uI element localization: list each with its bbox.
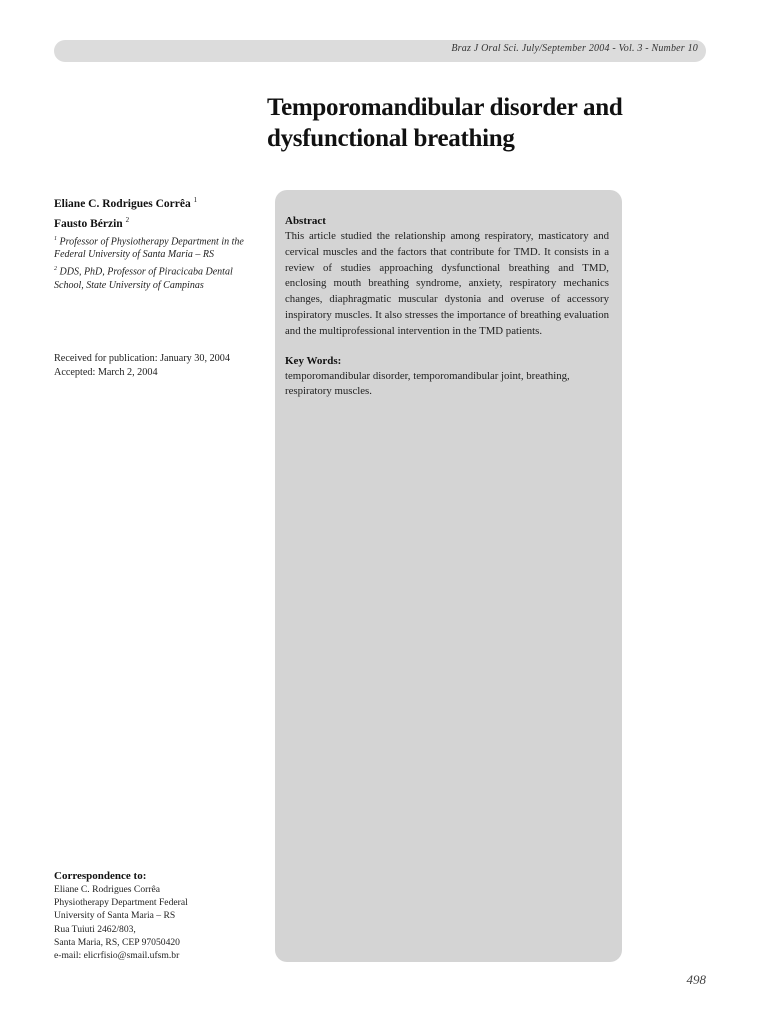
correspondence-line: University of Santa Maria – RS xyxy=(54,910,176,922)
correspondence-email: e-mail: elicrfisio@smail.ufsm.br xyxy=(54,950,180,962)
publication-dates xyxy=(54,352,264,379)
keywords-heading: Key Words: xyxy=(285,354,342,367)
article-title xyxy=(267,92,707,154)
title-line-2: dysfunctional breathing xyxy=(267,125,515,152)
author-2-name: Fausto Bérzin xyxy=(54,217,123,230)
correspondence-line: Santa Maria, RS, CEP 97050420 xyxy=(54,936,180,948)
author-2-sup: 2 xyxy=(125,215,130,224)
affiliation-1-sup: 1 xyxy=(54,235,57,242)
page-number: 498 xyxy=(686,972,706,987)
abstract-text: This article studied the relationship among respiratory, masticatory and cervical muscles and the factors that contribute for TMD. It consists in a review of studies approaching dysfunctional breathing and TMD, enclosing mouth breathing syndrome, anxiety, respiratory mechanics changes, diaphragmatic muscular dystonia and overuse of accessory inspiratory muscles. It also stresses the importance of breathing evaluation and the multiprofessional intervention in the TMD patients. xyxy=(285,230,609,337)
correspondence-block xyxy=(54,869,269,962)
abstract-panel xyxy=(275,190,622,962)
correspondence-line: Rua Tuiuti 2462/803, xyxy=(54,923,136,935)
author-1-name: Eliane C. Rodrigues Corrêa xyxy=(54,197,191,210)
correspondence-line: Eliane C. Rodrigues Corrêa xyxy=(54,884,161,895)
correspondence-heading: Correspondence to: xyxy=(54,870,147,882)
author-1 xyxy=(54,192,264,212)
author-block xyxy=(54,192,264,292)
author-1-sup: 1 xyxy=(193,196,198,204)
affiliation-1-text: Professor of Physiotherapy Department in the Federal University of Santa Maria – RS xyxy=(54,235,244,261)
author-2 xyxy=(54,212,264,232)
abstract-content xyxy=(285,214,609,400)
accepted-date: Accepted: March 2, 2004 xyxy=(54,366,158,378)
journal-header-bar xyxy=(54,40,706,62)
correspondence-line: Physiotherapy Department Federal xyxy=(54,897,188,909)
keywords-text: temporomandibular disorder, temporomandibular joint, breathing, respiratory muscles. xyxy=(285,369,570,398)
title-line-1: Temporomandibular disorder and xyxy=(267,94,623,121)
affiliation-1 xyxy=(54,233,264,262)
abstract-heading: Abstract xyxy=(285,215,326,227)
received-date: Received for publication: January 30, 2004 xyxy=(54,353,230,364)
affiliation-2-sup: 2 xyxy=(54,265,57,272)
journal-citation: Braz J Oral Sci. July/September 2004 - Vol. 3 - Number 10 xyxy=(451,43,698,54)
affiliation-2-text: DDS, PhD, Professor of Piracicaba Dental School, State University of Campinas xyxy=(54,266,233,291)
affiliation-2 xyxy=(54,263,264,292)
